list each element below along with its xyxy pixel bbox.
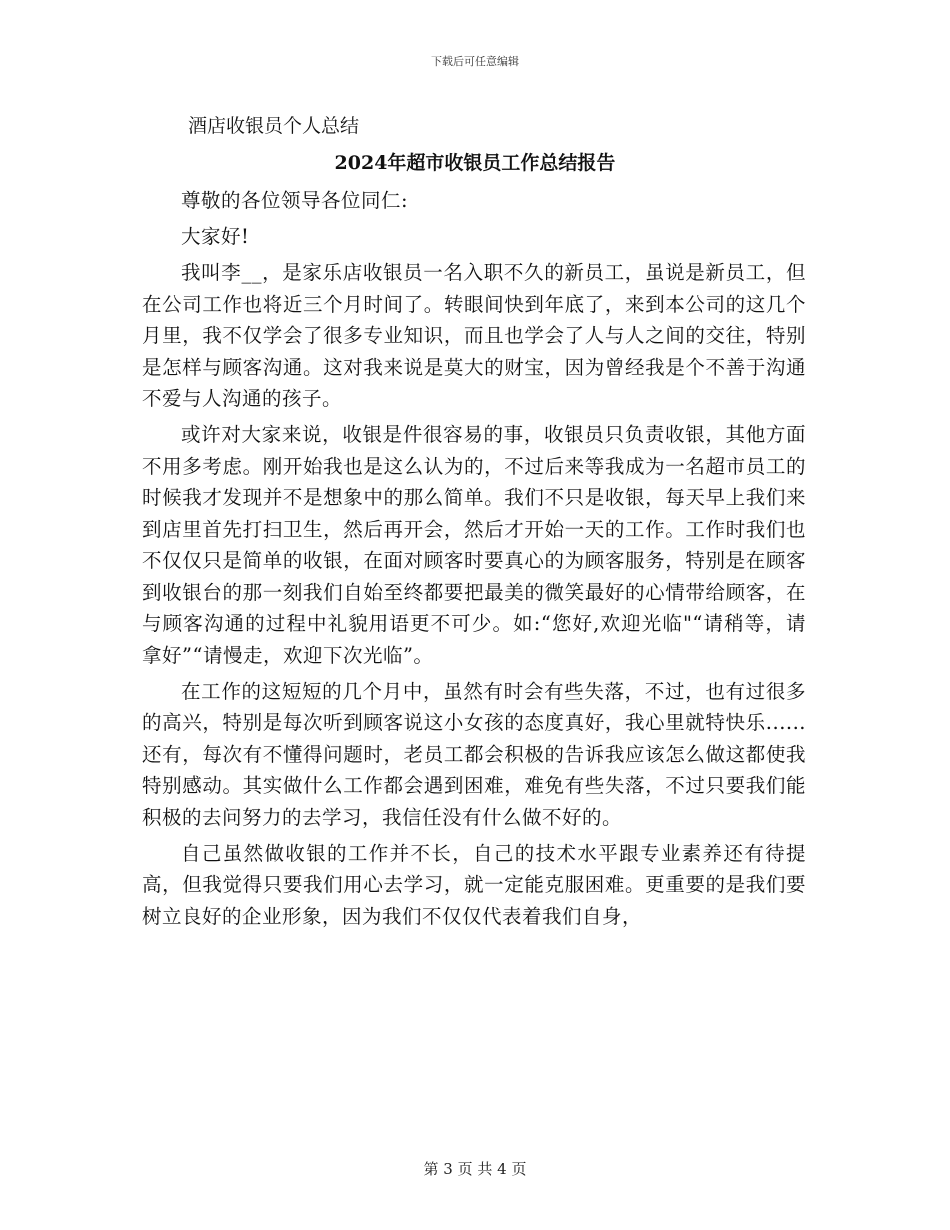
page-header-note: 下载后可任意编辑 (431, 55, 519, 68)
body-paragraph: 或许对大家来说，收银是件很容易的事，收银员只负责收银，其他方面不用多考虑。刚开始我也是这么认为的，不过后来等我成为一名超市员工的时候我才发现并不是想象中的那么简单。我们不只是收银，每天早上我们来到店里首先打扫卫生，然后再开会，然后才开始一天的工作。工作时我们也不仅仅只是简单的收银，在面对顾客时要真心的为顾客服务，特别是在顾客到收银台的那一刻我们自始至终都要把最美的微笑最好的心情带给顾客，在与顾客沟通的过程中礼貌用语更不可少。如:“您好,欢迎光临"“请稍等，请拿好”“请慢走，欢迎下次光临”。 (142, 423, 806, 667)
body-paragraph: 自己虽然做收银的工作并不长，自己的技术水平跟专业素养还有待提高，但我觉得只要我们用心去学习，就一定能克服困难。更重要的是我们要树立良好的企业形象，因为我们不仅仅代表着我们自身， (142, 841, 806, 928)
salutation-paragraph: 尊敬的各位领导各位同仁: (181, 189, 409, 212)
body-paragraph: 我叫李__，是家乐店收银员一名入职不久的新员工，虽说是新员工，但在公司工作也将近三个月时间了。转眼间快到年底了，来到本公司的这几个月里，我不仅学会了很多专业知识，而且也学会了人与人之间的交往，特别是怎样与顾客沟通。这对我来说是莫大的财宝，因为曾经我是个不善于沟通不爱与人沟通的孩子。 (142, 261, 806, 410)
document-top-title: 酒店收银员个人总结 (188, 115, 360, 137)
body-paragraph: 在工作的这短短的几个月中，虽然有时会有些失落，不过，也有过很多的高兴，特别是每次听到顾客说这小女孩的态度真好，我心里就特快乐......还有，每次有不懂得问题时，老员工都会积极的告诉我应该怎么做这都使我特别感动。其实做什么工作都会遇到困难，难免有些失落，不过只要我们能积极的去问努力的去学习，我信任没有什么做不好的。 (142, 679, 806, 829)
greeting-paragraph: 大家好! (181, 225, 250, 248)
document-main-title: 2024年超市收银员工作总结报告 (334, 152, 616, 174)
document-body (142, 185, 806, 937)
page-number-footer: 第 3 页 共 4 页 (423, 1160, 527, 1178)
